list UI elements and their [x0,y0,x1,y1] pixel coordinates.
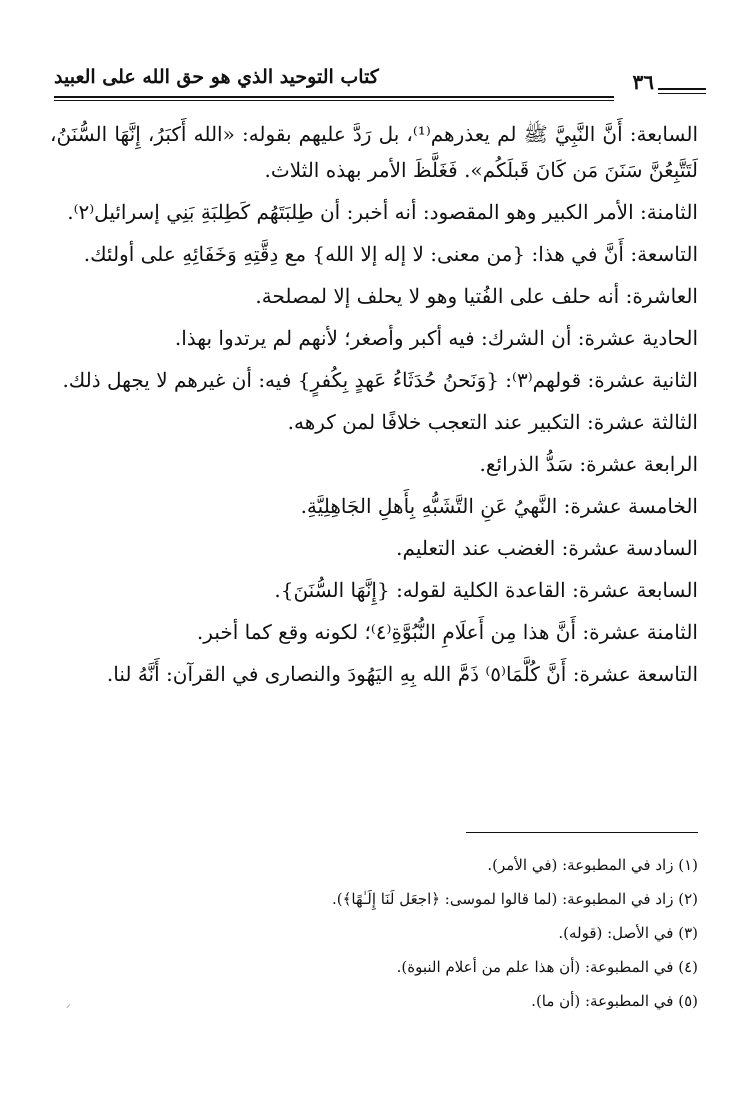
page-header [46,64,706,104]
header-rule-long [54,96,614,98]
footnote: (٢) زاد في المطبوعة: (لما قالوا لموسى: ﴿اجعَل لَنَا إِلَـٰهًا﴾). [331,890,698,908]
paragraph: الحادية عشرة: أن الشرك: فيه أكبر وأصغر؛ لأنهم لم يرتدوا بهذا. [174,326,698,350]
paragraph: الثالثة عشرة: التكبير عند التعجب خلافًا لمن كرهه. [287,410,698,434]
paragraph: السادسة عشرة: الغضب عند التعليم. [396,536,698,560]
footnote: (٣) في الأصل: (قوله). [558,924,698,942]
running-title: كتاب التوحيد الذي هو حق الله على العبيد [54,66,379,88]
footnote: (١) زاد في المطبوعة: (في الأمر). [487,856,698,874]
footnote: (٥) في المطبوعة: (أن ما). [531,992,698,1010]
paragraph: الثامنة عشرة: أَنَّ هذا مِن أَعلَامِ النُّبُوَّةِ⁽٤⁾؛ لكونه وقع كما أخبر. [196,620,698,644]
paragraph: التاسعة: أَنَّ في هذا: {من معنى: لا إله إلا الله} مع دِقَّتِهِ وَخَفَائِهِ على أولئك. [83,242,698,266]
footnote-separator [466,832,698,833]
paragraph: الرابعة عشرة: سَدُّ الذرائع. [479,452,698,476]
paragraph: الثامنة: الأمر الكبير وهو المقصود: أنه أخبر: أن طِلبَتَهُم كَطِلبَةِ بَنِي إسرائيل⁽٢⁾. [67,200,698,224]
main-text [50,116,698,698]
paragraph: الثانية عشرة: قولهم⁽٣⁾: {وَنَحنُ حُدَثَاءُ عَهدٍ بِكُفرٍ} فيه: أن غيرهم لا يجهل ذلك. [62,368,698,392]
header-rule-short [658,88,706,90]
paragraph: السابعة عشرة: القاعدة الكلية لقوله: {إِنَّهَا السُّنَنَ}. [274,578,698,602]
page-number: ٣٦ [632,70,654,94]
paragraph: التاسعة عشرة: أَنَّ كُلَّمَا⁽٥⁾ ذَمَّ الله بِهِ اليَهُودَ والنصارى في القرآن: أَنَّهُ لنا. [106,662,698,686]
footnote: (٤) في المطبوعة: (أن هذا علم من أعلام النبوة). [396,958,698,976]
paragraph: العاشرة: أنه حلف على الفُتيا وهو لا يحلف إلا لمصلحة. [255,284,698,308]
header-rule-short-thin [658,93,706,94]
footnotes [50,848,698,1018]
header-rule-long-thin [54,100,614,101]
scan-speck: ⸝ [66,999,71,1010]
paragraph: الخامسة عشرة: النَّهيُ عَنِ التَّشَبُّهِ بِأَهلِ الجَاهِلِيَّةِ. [300,494,698,518]
paragraph: السابعة: أَنَّ النَّبِيَّ ﷺ لم يعذرهم⁽¹⁾، بل رَدَّ عليهم بقوله: «الله أَكبَرُ، إِنَّهَا السُّنَنُ، لَتَتَّبِعُنَّ سَنَنَ مَن كَانَ قَبلَكُم». فَغَلَّظَ الأمر بهذه الثلاث. [50,122,699,182]
